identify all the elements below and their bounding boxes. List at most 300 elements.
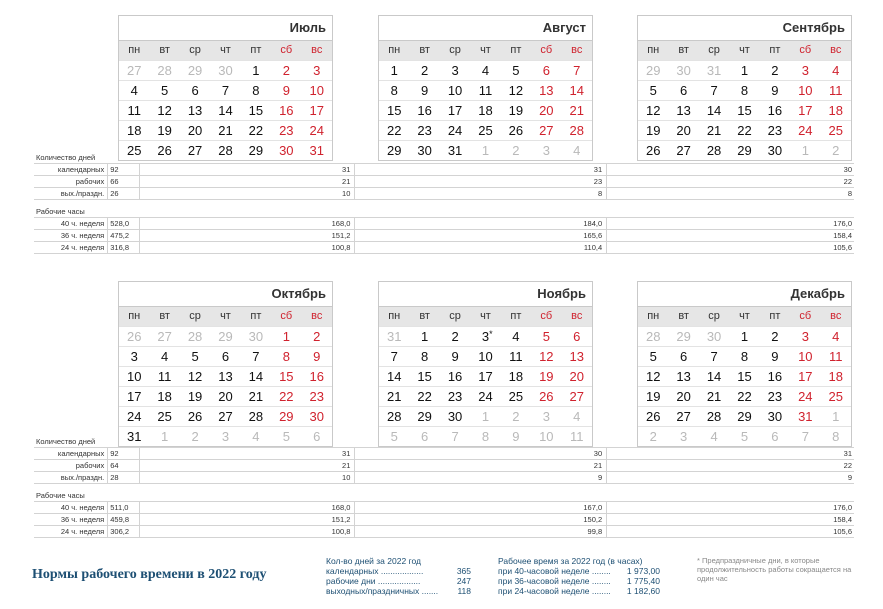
weekday-header bbox=[379, 41, 592, 60]
day-cell: 22 bbox=[737, 389, 752, 404]
stats-row bbox=[34, 217, 854, 229]
quarter-total: 66 bbox=[107, 176, 138, 187]
weekday-label: пт bbox=[250, 310, 262, 322]
day-cell: 12 bbox=[645, 369, 661, 384]
month-value: 10 bbox=[139, 188, 355, 199]
day-cell: 8 bbox=[421, 349, 429, 364]
day-cell: 1 bbox=[740, 63, 749, 78]
day-cell: 5 bbox=[390, 429, 398, 444]
day-cell: 6 bbox=[313, 429, 321, 444]
day-cell: 22 bbox=[386, 123, 402, 138]
day-cell: 14 bbox=[248, 369, 264, 384]
day-cell: 27 bbox=[569, 389, 584, 404]
weekday-label: сб bbox=[799, 310, 812, 322]
week-row bbox=[119, 326, 332, 346]
week-row bbox=[638, 100, 851, 120]
day-cell: 13 bbox=[539, 83, 554, 98]
weekday-label: пт bbox=[769, 44, 781, 56]
week-row bbox=[379, 346, 592, 366]
day-cell: 20 bbox=[569, 369, 584, 384]
day-cell: 6 bbox=[680, 83, 688, 98]
day-cell: 26 bbox=[645, 143, 661, 158]
month-calendar bbox=[378, 281, 593, 447]
day-cell: 3 bbox=[221, 429, 230, 444]
day-cell: 28 bbox=[248, 409, 264, 424]
stats-row bbox=[34, 175, 854, 187]
day-cell: 26 bbox=[539, 389, 554, 404]
day-cell: 16 bbox=[767, 103, 783, 118]
day-cell: 30 bbox=[706, 329, 722, 344]
month-value: 31 bbox=[354, 164, 606, 175]
month-value: 150,2 bbox=[354, 514, 606, 525]
stats-table bbox=[34, 217, 854, 254]
day-cell: 12 bbox=[187, 369, 203, 384]
day-cell: 11 bbox=[828, 349, 843, 364]
day-cell: 14 bbox=[218, 103, 233, 118]
month-value: 21 bbox=[139, 176, 355, 187]
day-cell: 3 bbox=[130, 349, 138, 364]
weekday-label: вт bbox=[678, 310, 689, 322]
day-cell: 20 bbox=[676, 123, 691, 138]
day-cell: 30 bbox=[767, 409, 783, 424]
day-cell: 30 bbox=[248, 329, 264, 344]
day-cell: 9 bbox=[282, 83, 290, 98]
day-cell: 4 bbox=[573, 143, 581, 158]
day-cell: 21 bbox=[706, 123, 722, 138]
day-cell: 2 bbox=[512, 409, 520, 424]
week-row bbox=[379, 60, 592, 80]
day-cell: 17 bbox=[309, 103, 324, 118]
month-value: 30 bbox=[354, 448, 606, 459]
quarter-total: 28 bbox=[107, 472, 138, 483]
day-cell: 17 bbox=[126, 389, 142, 404]
quarter-total: 26 bbox=[107, 188, 138, 199]
day-cell: 25 bbox=[157, 409, 172, 424]
summary-value: 1 182,60 bbox=[626, 586, 660, 596]
month-calendar bbox=[637, 281, 852, 447]
month-calendar bbox=[118, 281, 333, 447]
day-cell: 9 bbox=[771, 349, 779, 364]
stats-row bbox=[34, 513, 854, 525]
quarter-total: 92 bbox=[107, 164, 138, 175]
weekday-label: вт bbox=[159, 44, 170, 56]
month-name: Июль bbox=[119, 16, 332, 41]
day-cell: 28 bbox=[386, 409, 402, 424]
stats-row bbox=[34, 241, 854, 254]
day-cell: 7 bbox=[221, 83, 230, 98]
day-cell: 18 bbox=[828, 369, 843, 384]
day-cell: 31 bbox=[126, 429, 142, 444]
day-cell: 10 bbox=[478, 349, 493, 364]
day-cell: 18 bbox=[478, 103, 493, 118]
day-cell: 4 bbox=[512, 329, 520, 344]
weekday-label: вт bbox=[419, 310, 430, 322]
month-value: 151,2 bbox=[139, 514, 355, 525]
stats-q3 bbox=[34, 152, 854, 254]
day-cell: 12 bbox=[539, 349, 554, 364]
day-cell: 7 bbox=[710, 349, 718, 364]
month-calendar bbox=[378, 15, 593, 161]
day-cell: 1 bbox=[390, 63, 398, 78]
day-cell: 10 bbox=[447, 83, 463, 98]
day-cell: 2 bbox=[282, 63, 290, 78]
day-cell: 2 bbox=[512, 143, 520, 158]
quarter-total: 528,0 bbox=[107, 218, 138, 229]
week-row bbox=[119, 366, 332, 386]
summary-value: 247 bbox=[456, 576, 471, 586]
row-label: вых./праздн. bbox=[60, 189, 105, 198]
week-row bbox=[379, 406, 592, 426]
week-row bbox=[638, 406, 851, 426]
page-title: Нормы рабочего времени в 2022 году bbox=[32, 567, 267, 582]
month-value: 158,4 bbox=[606, 230, 854, 241]
stats-table bbox=[34, 501, 854, 538]
day-cell: 19 bbox=[645, 123, 661, 138]
day-cell: 5 bbox=[649, 83, 657, 98]
day-cell: 5 bbox=[191, 349, 199, 364]
day-cell: 30 bbox=[279, 143, 294, 158]
day-cell: 14 bbox=[706, 103, 722, 118]
day-cell: 2 bbox=[832, 143, 840, 158]
day-cell: 30 bbox=[417, 143, 432, 158]
day-cell: 19 bbox=[645, 389, 661, 404]
day-cell: 24 bbox=[798, 123, 813, 138]
day-cell: 18 bbox=[828, 103, 843, 118]
month-value: 110,4 bbox=[354, 242, 606, 253]
day-cell: 21 bbox=[569, 103, 584, 118]
day-cell: 1 bbox=[801, 143, 809, 158]
stats-row bbox=[34, 163, 854, 175]
day-cell: 4 bbox=[161, 349, 169, 364]
summary-label: выходных/праздничных ....... bbox=[326, 586, 439, 596]
day-cell: 18 bbox=[157, 389, 172, 404]
row-label: календарных bbox=[57, 165, 105, 174]
day-cell: 14 bbox=[386, 369, 402, 384]
stats-row bbox=[34, 525, 854, 538]
day-cell: 9 bbox=[313, 349, 321, 364]
week-row bbox=[119, 386, 332, 406]
day-cell: 2 bbox=[451, 329, 459, 344]
week-row bbox=[119, 60, 332, 80]
day-cell: 6 bbox=[771, 429, 779, 444]
summary-label: при 36-часовой неделе ........ bbox=[498, 576, 611, 586]
day-cell: 2 bbox=[771, 63, 779, 78]
day-cell: 11 bbox=[828, 83, 843, 98]
day-cell: 16 bbox=[279, 103, 294, 118]
weekday-label: чт bbox=[739, 44, 750, 56]
month-name: Август bbox=[379, 16, 592, 41]
day-cell: 8 bbox=[740, 83, 749, 98]
day-cell: 19 bbox=[508, 103, 524, 118]
weekday-label: вт bbox=[159, 310, 170, 322]
quarter-total: 459,8 bbox=[107, 514, 138, 525]
month-value: 8 bbox=[354, 188, 606, 199]
day-cell: 9 bbox=[421, 83, 429, 98]
weekday-label: чт bbox=[480, 44, 491, 56]
weekday-label: пт bbox=[250, 44, 262, 56]
day-cell: 25 bbox=[828, 123, 843, 138]
day-cell: 6 bbox=[542, 63, 550, 78]
week-row bbox=[638, 60, 851, 80]
day-cell: 2 bbox=[771, 329, 779, 344]
day-cell: 7 bbox=[451, 429, 459, 444]
day-cell: 9 bbox=[771, 83, 779, 98]
month-value: 30 bbox=[606, 164, 854, 175]
month-value: 105,6 bbox=[606, 526, 854, 537]
day-cell: 7 bbox=[390, 349, 398, 364]
week-row bbox=[119, 346, 332, 366]
row-label: 36 ч. неделя bbox=[60, 231, 105, 240]
week-row bbox=[379, 326, 592, 346]
month-value: 165,6 bbox=[354, 230, 606, 241]
month-value: 9 bbox=[354, 472, 606, 483]
day-cell: 17 bbox=[478, 369, 493, 384]
weekday-label: пн bbox=[128, 44, 141, 56]
day-cell: 29 bbox=[737, 409, 752, 424]
stats-row bbox=[34, 471, 854, 484]
weekday-label: сб bbox=[540, 310, 553, 322]
day-cell: 6 bbox=[421, 429, 429, 444]
week-row bbox=[119, 80, 332, 100]
weekday-header bbox=[119, 41, 332, 60]
day-cell: 3 bbox=[680, 429, 688, 444]
day-cell: 27 bbox=[218, 409, 233, 424]
days-count-heading: Количество дней bbox=[36, 437, 96, 446]
day-cell: 21 bbox=[386, 389, 402, 404]
weekday-label: чт bbox=[220, 310, 231, 322]
day-cell: 24 bbox=[126, 409, 142, 424]
day-cell: 6 bbox=[680, 349, 688, 364]
weekday-label: пт bbox=[769, 310, 781, 322]
day-cell: 1 bbox=[282, 329, 290, 344]
day-cell: 1 bbox=[481, 409, 490, 424]
day-cell: 5 bbox=[649, 349, 657, 364]
month-value: 21 bbox=[139, 460, 355, 471]
weekday-label: пн bbox=[647, 310, 660, 322]
day-cell: 30 bbox=[676, 63, 691, 78]
day-cell: 24 bbox=[447, 123, 463, 138]
weekday-label: ср bbox=[449, 310, 461, 322]
weekday-label: ср bbox=[708, 44, 720, 56]
day-cell: 27 bbox=[676, 143, 691, 158]
month-calendar bbox=[637, 15, 852, 161]
month-calendar bbox=[118, 15, 333, 161]
day-cell: 22 bbox=[417, 389, 432, 404]
month-value: 21 bbox=[354, 460, 606, 471]
day-cell: 27 bbox=[676, 409, 691, 424]
day-cell: 12 bbox=[157, 103, 172, 118]
day-cell: 1 bbox=[161, 429, 169, 444]
month-value: 176,0 bbox=[606, 218, 854, 229]
month-value: 8 bbox=[606, 188, 854, 199]
day-cell: 28 bbox=[706, 143, 722, 158]
day-cell: 20 bbox=[218, 389, 233, 404]
summary-label: календарных .................. bbox=[326, 566, 424, 576]
weekday-header bbox=[119, 307, 332, 326]
day-cell: 27 bbox=[157, 329, 172, 344]
day-cell: 12 bbox=[645, 103, 661, 118]
day-cell: 29 bbox=[417, 409, 432, 424]
day-cell: 17 bbox=[447, 103, 463, 118]
weekday-label: ср bbox=[449, 44, 461, 56]
day-cell: 15 bbox=[386, 103, 402, 118]
day-cell: 15 bbox=[737, 369, 752, 384]
week-row bbox=[638, 80, 851, 100]
day-cell: 23 bbox=[767, 389, 783, 404]
day-cell: 20 bbox=[539, 103, 554, 118]
day-cell: 19 bbox=[539, 369, 554, 384]
month-value: 184,0 bbox=[354, 218, 606, 229]
day-cell: 26 bbox=[157, 143, 172, 158]
month-value: 168,0 bbox=[139, 502, 355, 513]
day-cell: 8 bbox=[740, 349, 749, 364]
day-cell: 29 bbox=[218, 329, 233, 344]
day-cell: 31 bbox=[706, 63, 722, 78]
day-cell: 27 bbox=[539, 123, 554, 138]
row-label: 24 ч. неделя bbox=[60, 243, 105, 252]
month-value: 167,0 bbox=[354, 502, 606, 513]
month-value: 176,0 bbox=[606, 502, 854, 513]
day-cell: 2 bbox=[313, 329, 321, 344]
day-cell: 4 bbox=[832, 63, 840, 78]
day-cell: 16 bbox=[417, 103, 432, 118]
day-cell: 22 bbox=[248, 123, 264, 138]
day-cell: 4 bbox=[710, 429, 718, 444]
stats-row bbox=[34, 229, 854, 241]
day-cell: 3 bbox=[801, 63, 809, 78]
month-value: 31 bbox=[139, 448, 355, 459]
weekday-label: чт bbox=[739, 310, 750, 322]
day-cell: 3 bbox=[451, 63, 459, 78]
day-cell: 14 bbox=[706, 369, 722, 384]
day-cell: 31 bbox=[386, 329, 402, 344]
weekday-label: вс bbox=[571, 310, 583, 322]
day-cell: 6 bbox=[191, 83, 199, 98]
stats-row bbox=[34, 459, 854, 471]
day-cell: 1 bbox=[740, 329, 749, 344]
day-cell: 8 bbox=[481, 429, 490, 444]
day-cell: 29 bbox=[386, 143, 402, 158]
row-label: рабочих bbox=[75, 461, 105, 470]
day-cell: 1 bbox=[252, 63, 260, 78]
summary-label: при 40-часовой неделе ........ bbox=[498, 566, 611, 576]
day-cell: 8 bbox=[282, 349, 290, 364]
day-cell: 19 bbox=[187, 389, 203, 404]
row-label: 40 ч. неделя bbox=[60, 503, 105, 512]
stats-q4 bbox=[34, 436, 854, 538]
day-cell: 24 bbox=[478, 389, 493, 404]
day-cell: 31 bbox=[309, 143, 324, 158]
day-cell: 15 bbox=[737, 103, 752, 118]
quarter-total: 475,2 bbox=[107, 230, 138, 241]
day-cell: 26 bbox=[187, 409, 203, 424]
day-cell: 19 bbox=[157, 123, 172, 138]
day-cell: 22 bbox=[737, 123, 752, 138]
day-cell: 13 bbox=[569, 349, 584, 364]
month-value: 31 bbox=[606, 448, 854, 459]
day-cell: 20 bbox=[676, 389, 691, 404]
week-row bbox=[119, 406, 332, 426]
weekday-label: пт bbox=[510, 44, 522, 56]
day-cell: 5 bbox=[542, 329, 550, 344]
day-cell: 25 bbox=[828, 389, 843, 404]
day-cell: 28 bbox=[187, 329, 203, 344]
day-cell: 4 bbox=[832, 329, 840, 344]
day-cell: 29 bbox=[645, 63, 661, 78]
day-cell: 14 bbox=[569, 83, 584, 98]
day-cell: 3 bbox=[801, 329, 809, 344]
work-hours-heading: Рабочие часы bbox=[36, 207, 85, 216]
day-cell: 4 bbox=[573, 409, 581, 424]
day-cell: 13 bbox=[676, 369, 691, 384]
day-cell: 26 bbox=[508, 123, 524, 138]
weekday-label: вс bbox=[571, 44, 583, 56]
row-label: 36 ч. неделя bbox=[60, 515, 105, 524]
weekday-label: чт bbox=[220, 44, 231, 56]
day-cell: 23 bbox=[767, 123, 783, 138]
week-row bbox=[119, 120, 332, 140]
day-cell: 25 bbox=[508, 389, 524, 404]
day-cell: 17 bbox=[798, 103, 813, 118]
day-cell: 13 bbox=[218, 369, 233, 384]
day-cell: 8 bbox=[832, 429, 840, 444]
day-cell: 28 bbox=[218, 143, 233, 158]
day-cell: 22 bbox=[279, 389, 294, 404]
quarter-total: 316,8 bbox=[107, 242, 138, 253]
day-cell: 6 bbox=[573, 329, 581, 344]
weekday-header bbox=[379, 307, 592, 326]
day-cell: 11 bbox=[569, 429, 584, 444]
stats-table bbox=[34, 447, 854, 484]
day-cell: 1 bbox=[832, 409, 840, 424]
day-cell: 21 bbox=[218, 123, 233, 138]
stats-table bbox=[34, 163, 854, 200]
day-cell: 11 bbox=[509, 349, 523, 364]
day-cell: 28 bbox=[569, 123, 584, 138]
year-days-heading: Кол-во дней за 2022 год bbox=[326, 556, 421, 566]
weekday-label: пт bbox=[510, 310, 522, 322]
weekday-label: вс bbox=[311, 310, 323, 322]
day-cell: 27 bbox=[187, 143, 203, 158]
quarter-total: 511,0 bbox=[107, 502, 138, 513]
day-cell: 29 bbox=[248, 143, 264, 158]
week-row bbox=[379, 80, 592, 100]
day-cell: 3 * bbox=[470, 327, 500, 346]
year-hours-summary bbox=[498, 556, 660, 596]
weekday-label: вт bbox=[419, 44, 430, 56]
day-cell: 21 bbox=[248, 389, 264, 404]
day-cell: 5 bbox=[282, 429, 290, 444]
day-cell: 2 bbox=[649, 429, 657, 444]
day-cell: 10 bbox=[539, 429, 554, 444]
weekday-header bbox=[638, 41, 851, 60]
day-cell: 8 bbox=[252, 83, 260, 98]
day-cell: 11 bbox=[157, 369, 172, 384]
weekday-label: ср bbox=[189, 310, 201, 322]
day-cell: 15 bbox=[279, 369, 294, 384]
stats-row bbox=[34, 187, 854, 200]
day-cell: 31 bbox=[447, 143, 463, 158]
work-hours-heading: Рабочие часы bbox=[36, 491, 85, 500]
summary-label: при 24-часовой неделе ........ bbox=[498, 586, 611, 596]
day-cell: 24 bbox=[798, 389, 813, 404]
row-label: календарных bbox=[57, 449, 105, 458]
day-cell: 26 bbox=[645, 409, 661, 424]
day-cell: 7 bbox=[573, 63, 581, 78]
day-cell: 30 bbox=[767, 143, 783, 158]
weekday-label: вс bbox=[830, 44, 842, 56]
month-value: 31 bbox=[139, 164, 355, 175]
